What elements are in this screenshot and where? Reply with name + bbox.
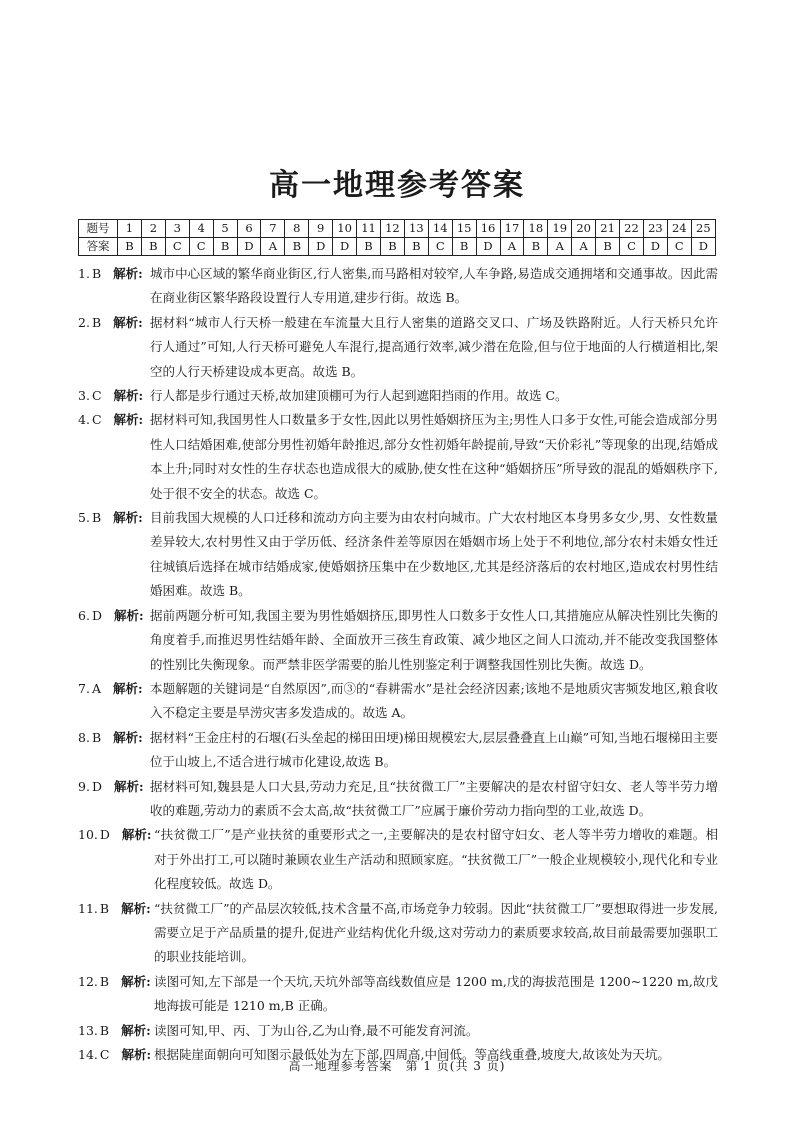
answer-table-number-cell: 4 [189,220,213,238]
answer-table-number-cell: 12 [380,220,404,238]
answer-table-answer-cell: C [189,238,213,256]
item-analysis-text: 本题解题的关键词是“自然原因”,而③的“春耕需水”是社会经济因素;该地不是地质灾害频发地区,粮食收入不稳定主要是旱涝灾害多发造成的。故选 A。 [150,680,718,721]
answer-table-answer-cell: B [357,238,381,256]
item-analysis-label: 解析: [113,412,144,428]
item-analysis-text: 据材料“王金庄村的石堰(石头垒起的梯田田埂)梯田规模宏大,层层叠叠直上山巅”可知,当地石堰梯田主要位于山坡上,不适合进行城市化建设,故选 B。 [150,729,718,770]
item-analysis-label: 解析: [112,680,143,696]
list-item [78,823,718,896]
item-analysis-text: 城市中心区域的繁华商业街区,行人密集,而马路相对较窄,人车争路,易造成交通拥堵和交通事故。因此需在商业街区繁华路段设置行人专用道,建步行街。故选 B。 [150,266,718,306]
item-number: 8. [78,729,90,745]
list-item [78,604,718,677]
item-answer: C [91,388,102,404]
list-item [78,408,718,506]
item-answer: D [91,778,102,794]
answer-table-number-cell: 11 [357,220,381,238]
answer-table [78,219,716,256]
answer-table-number-cell: 16 [476,220,500,238]
item-analysis-text: 行人都是步行通过天桥,故加建顶棚可为行人起到遮阳挡雨的作用。故选 C。 [150,388,568,404]
answer-table-number-cell: 23 [643,220,667,238]
item-analysis-text: 读图可知,左下部是一个天坑,天坑外部等高线数值应是 1200 m,戊的海拔范围是 1200~1220 m,故戊地海拔可能是 1210 m,B 正确。 [154,973,718,1014]
answer-table-number-row [79,220,716,238]
answer-table-number-cell: 18 [524,220,548,238]
list-item [78,384,718,408]
item-analysis-label: 解析: [113,778,144,794]
item-lead [78,970,151,994]
answer-table-answer-row [79,238,716,256]
item-analysis-text: 据材料可知,魏县是人口大县,劳动力充足,且“扶贫微工厂”主要解决的是农村留守妇女、老人等半劳力增收的难题,劳动力的素质不会太高,故“扶贫微工厂”应属于廉价劳动力指向型的工业,故选 D。 [150,778,718,818]
answer-table-number-cell: 6 [237,220,261,238]
answer-table-answer-cell: C [165,238,189,256]
answer-table-number-cell: 20 [572,220,596,238]
answer-table-answer-cell: A [500,238,524,256]
answer-table-answer-cell: B [285,238,309,256]
answer-table-answer-cell: D [691,238,715,256]
answer-table-number-cell: 22 [620,220,644,238]
item-number: 10. [78,827,98,843]
item-analysis-text: “扶贫微工厂”的产品层次较低,技术含量不高,市场竞争力较弱。因此“扶贫微工厂”要想取得进一步发展,需要立足于产品质量的提升,促进产业结构优化升级,这对劳动力的素质要求较高,故目前最需要加强职工的职业技能培训。 [154,900,718,965]
item-number: 14. [78,1047,98,1062]
answer-table-number-cell: 21 [596,220,620,238]
item-lead [78,775,144,799]
answer-table-answer-cell: C [667,238,691,256]
item-number: 2. [78,314,90,330]
item-number: 13. [78,1022,98,1038]
answer-table-number-cell: 2 [141,220,165,238]
item-answer: C [99,1047,110,1062]
list-item [78,311,718,384]
list-item [78,262,718,311]
answer-table-number-cell: 17 [500,220,524,238]
answer-table-number-cell: 7 [261,220,285,238]
answer-table-number-cell: 24 [667,220,691,238]
answer-table-answer-cell: B [452,238,476,256]
list-item [78,726,718,775]
answer-table-number-cell: 5 [213,220,237,238]
answer-table-answer-cell: D [309,238,333,256]
item-answer: C [91,412,102,428]
list-item [78,677,718,726]
item-answer: B [91,729,102,745]
answer-table-answer-cell: B [141,238,165,256]
item-answer: B [99,973,110,989]
item-lead [78,823,152,847]
answer-table-number-cell: 19 [548,220,572,238]
item-analysis-text: 读图可知,甲、丙、丁为山谷,乙为山脊,最不可能发育河流。 [154,1022,479,1038]
answer-table-answer-cell: D [476,238,500,256]
item-lead [78,311,143,335]
answer-table-number-cell: 14 [428,220,452,238]
item-analysis-label: 解析: [121,900,151,916]
answer-table-number-cell: 8 [285,220,309,238]
item-number: 12. [78,973,98,989]
list-item [78,506,718,604]
item-lead [78,408,143,432]
list-item [78,970,718,1019]
answer-table-number-cell: 15 [452,220,476,238]
list-item [78,1019,718,1043]
answer-table-number-cell: 1 [118,220,142,238]
answer-table-row-label: 答案 [79,238,118,256]
item-analysis-label: 解析: [121,1047,152,1062]
answer-table-answer-cell: B [404,238,428,256]
answer-table-answer-cell: A [261,238,285,256]
answer-table-row-label: 题号 [79,220,118,238]
item-number: 9. [78,778,90,794]
item-number: 11. [78,900,98,916]
answer-table-answer-cell: D [237,238,261,256]
page-title: 高一地理参考答案 [269,168,525,203]
item-answer: B [91,314,102,330]
answer-table-answer-cell: C [428,238,452,256]
item-analysis-label: 解析: [113,314,143,330]
answer-table-answer-cell: D [643,238,667,256]
item-number: 4. [78,412,90,428]
item-lead [78,677,143,701]
item-lead [78,897,151,921]
answer-table-answer-cell: B [380,238,404,256]
item-lead [78,1019,151,1043]
answer-table-answer-cell: B [213,238,237,256]
page-footer: 高一地理参考答案 第 1 页(共 3 页) [288,1059,506,1073]
answer-table-answer-cell: B [524,238,548,256]
item-analysis-label: 解析: [113,607,144,623]
answer-table-number-cell: 9 [309,220,333,238]
answer-table-number-cell: 3 [165,220,189,238]
item-analysis-label: 解析: [121,973,151,989]
answer-table-number-cell: 25 [691,220,715,238]
item-answer: A [91,680,101,696]
item-analysis-label: 解析: [121,827,152,843]
item-answer: B [99,1022,110,1038]
answer-table-answer-cell: B [596,238,620,256]
item-lead [78,506,143,530]
item-lead [78,384,143,408]
item-answer: D [91,607,102,623]
item-number: 1. [78,266,90,281]
answer-table-number-cell: 13 [404,220,428,238]
item-analysis-label: 解析: [113,729,143,745]
item-number: 7. [78,680,90,696]
answer-table-answer-cell: B [118,238,142,256]
item-analysis-label: 解析: [113,266,143,281]
item-analysis-label: 解析: [113,388,144,404]
item-analysis-text: 根据陡崖面朝向可知图示最低处为左下部,四周高,中间低。等高线重叠,坡度大,故该处为天坑。 [154,1047,670,1062]
item-number: 5. [78,510,90,526]
answer-table-number-cell: 10 [333,220,357,238]
item-analysis-text: “扶贫微工厂”是产业扶贫的重要形式之一,主要解决的是农村留守妇女、老人等半劳力增收的难题。相对于外出打工,可以随时兼顾农业生产活动和照顾家庭。“扶贫微工厂”一般企业规模较小,现代化和专业化程度较低。故选 D。 [154,827,718,892]
analysis-list [78,262,718,1067]
item-lead [78,604,144,628]
list-item [78,897,718,970]
list-item [78,775,718,824]
answer-table-answer-cell: D [333,238,357,256]
item-analysis-text: 据材料可知,我国男性人口数量多于女性,因此以男性婚姻挤压为主;男性人口多于女性,可能会造成部分男性人口结婚困难,使部分男性初婚年龄推迟,部分女性初婚年龄提前,导致“天价彩礼”等现象的出现,结婚成本上升;同时对女性的生存状态也造成很大的威胁,使女性在这种“婚姻挤压”所导致的混乱的婚姻秩序下,处于很不安全的状态。故选 C。 [150,412,718,501]
answer-table-answer-cell: A [572,238,596,256]
item-answer: B [91,510,102,526]
answer-table-answer-cell: C [620,238,644,256]
item-analysis-text: 据材料“城市人行天桥一般建在车流量大且行人密集的道路交叉口、广场及铁路附近。人行天桥只允许行人通过”可知,人行天桥可避免人车混行,提高通行效率,减少潜在危险,但与位于地面的人行横道相比,架空的人行天桥建设成本更高。故选 B。 [150,314,718,379]
answer-table-answer-cell: A [548,238,572,256]
item-number: 6. [78,607,90,623]
item-answer: B [99,900,110,916]
item-answer: B [91,266,102,281]
item-lead [78,726,143,750]
item-number: 3. [78,388,90,404]
item-lead [78,262,143,286]
item-analysis-text: 目前我国大规模的人口迁移和流动方向主要为由农村向城市。广大农村地区本身男多女少,男、女性数量差异较大,农村男性又由于学历低、经济条件差等原因在婚姻市场上处于不利地位,部分农村未婚女性迁往城镇后选择在城市结婚成家,使婚姻挤压集中在少数地区,尤其是经济落后的农村地区,造成农村男性结婚困难。故选 B。 [150,510,718,599]
item-analysis-label: 解析: [121,1022,151,1038]
item-analysis-label: 解析: [113,510,143,526]
item-answer: D [99,827,110,843]
item-analysis-text: 据前两题分析可知,我国主要为男性婚姻挤压,即男性人口数多于女性人口,其措施应从解决性别比失衡的角度着手,而推迟男性结婚年龄、全面放开三孩生育政策、减少地区之间人口流动,并不能改变我国整体的性别比失衡现象。而严禁非医学需要的胎儿性别鉴定利于调整我国性别比失衡。故选 D。 [150,607,718,672]
